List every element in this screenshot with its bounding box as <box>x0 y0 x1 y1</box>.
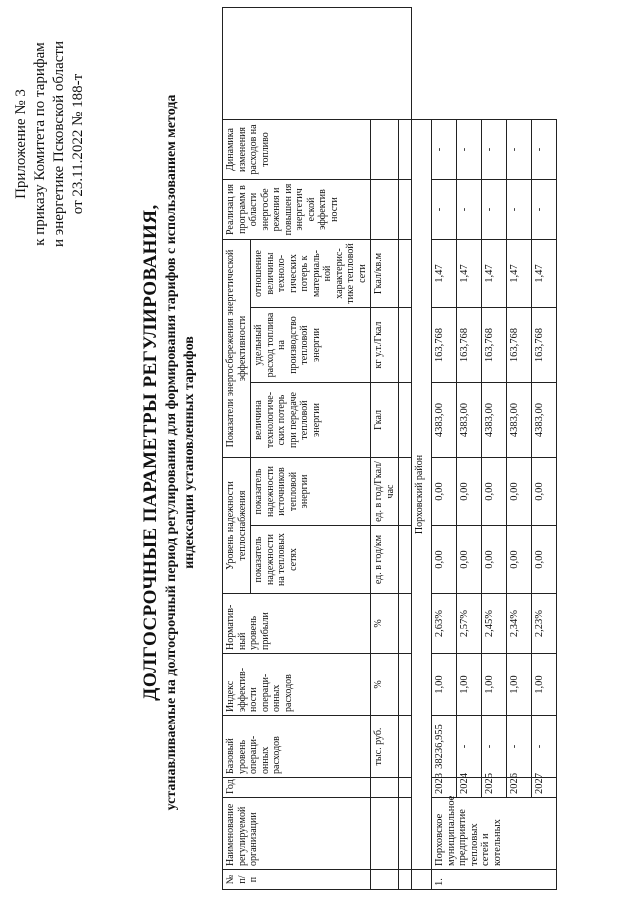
cell-loss: 4383,00 <box>532 383 557 458</box>
cell-year: 2027 <box>532 778 557 798</box>
unit-base: тыс. руб. <box>371 716 399 778</box>
col-header-ratio: отношение величины техноло- гических потерь к материаль- ной характерис- тике тепловой сети <box>251 239 371 307</box>
cell-base: - <box>507 716 532 778</box>
cell-rel-net: 0,00 <box>532 526 557 594</box>
cell-fuel: 163,768 <box>432 308 457 383</box>
document-title: ДОЛГОСРОЧНЫЕ ПАРАМЕТРЫ РЕГУЛИРОВАНИЯ, <box>140 204 161 701</box>
cell-rel-net: 0,00 <box>507 526 532 594</box>
appendix-number: Приложение № 3 <box>13 89 29 199</box>
col-header-program: Реализац ия программ в области энергосбе режения и повышен ия энергетич еской эффектив ности <box>223 179 371 239</box>
region-row <box>412 7 432 889</box>
blank-margin-column <box>223 7 412 119</box>
org-number: 1. <box>432 870 557 890</box>
cell-rel-src: 0,00 <box>482 458 507 526</box>
cell-dynamics: - <box>457 119 482 179</box>
cell-fuel: 163,768 <box>457 308 482 383</box>
cell-ratio: 1,47 <box>457 239 482 307</box>
cell-base: - <box>532 716 557 778</box>
cell-profit: 2,45% <box>482 594 507 654</box>
unit-profit: % <box>371 594 399 654</box>
col-header-year: Год <box>223 778 371 798</box>
cell-index: 1,00 <box>457 654 482 716</box>
col-header-dynamics: Динамика изменения расходов на топливо <box>223 119 371 179</box>
cell-profit: 2,23% <box>532 594 557 654</box>
cell-year: 2025 <box>482 778 507 798</box>
table-row <box>507 7 532 889</box>
appendix-committee-line: и энергетике Псковской области <box>51 40 67 248</box>
document-title-block <box>140 0 198 905</box>
col-header-num: № п/п <box>223 870 371 890</box>
cell-index: 1,00 <box>507 654 532 716</box>
col-header-energy: Показатели энергосбережения энергетической эффективности <box>223 239 251 457</box>
cell-dynamics: - <box>532 119 557 179</box>
col-header-name: Наименование регулируемой организации <box>223 798 371 870</box>
cell-loss: 4383,00 <box>457 383 482 458</box>
col-header-base: Базовый уровень операци- онных расходов <box>223 716 371 778</box>
col-header-fuel: удельный расход топлива на производство тепловой энергии <box>251 308 371 383</box>
cell-loss: 4383,00 <box>507 383 532 458</box>
table-row <box>482 7 507 889</box>
cell-dynamics: - <box>432 119 457 179</box>
region-name: Порховский район <box>412 119 432 869</box>
table-row <box>432 7 457 889</box>
cell-rel-src: 0,00 <box>507 458 532 526</box>
cell-ratio: 1,47 <box>432 239 457 307</box>
col-header-rel-net: показатель надежности на тепловых сетях <box>251 526 371 594</box>
header-row-1 <box>223 7 251 889</box>
cell-profit: 2,34% <box>507 594 532 654</box>
cell-base: - <box>482 716 507 778</box>
document-subtitle-line2: индексации установленных тарифов <box>182 336 197 569</box>
cell-fuel: 163,768 <box>532 308 557 383</box>
units-row <box>371 7 399 889</box>
appendix-block <box>12 13 88 275</box>
cell-year: 2026 <box>507 778 532 798</box>
table-row <box>532 7 557 889</box>
cell-index: 1,00 <box>482 654 507 716</box>
cell-program: - <box>457 179 482 239</box>
col-header-loss: величина технологиче- ских потерь при передаче тепловой энергии <box>251 383 371 458</box>
cell-program: - <box>532 179 557 239</box>
cell-fuel: 163,768 <box>507 308 532 383</box>
cell-year: 2023 <box>432 778 457 798</box>
cell-rel-src: 0,00 <box>432 458 457 526</box>
cell-dynamics: - <box>482 119 507 179</box>
cell-rel-src: 0,00 <box>457 458 482 526</box>
unit-index: % <box>371 654 399 716</box>
document-subtitle-line1: устанавливаемые на долгосрочный период регулирования для формирования тарифов с использованием метода <box>164 94 179 811</box>
cell-ratio: 1,47 <box>482 239 507 307</box>
cell-program: - <box>507 179 532 239</box>
cell-profit: 2,63% <box>432 594 457 654</box>
cell-rel-net: 0,00 <box>432 526 457 594</box>
cell-index: 1,00 <box>432 654 457 716</box>
cell-index: 1,00 <box>532 654 557 716</box>
cell-program: - <box>482 179 507 239</box>
table-row <box>457 7 482 889</box>
col-header-rel-src: показатель надежности источников тепловой энергии <box>251 458 371 526</box>
cell-loss: 4383,00 <box>432 383 457 458</box>
cell-dynamics: - <box>507 119 532 179</box>
cell-rel-src: 0,00 <box>532 458 557 526</box>
unit-rel-src: ед. в год/Гкал/час <box>371 458 399 526</box>
cell-program: - <box>432 179 457 239</box>
col-header-profit: Норматив- ный уровень прибыли <box>223 594 371 654</box>
col-header-reliability: Уровень надежности теплоснабжения <box>223 458 251 594</box>
blank-row <box>399 7 412 889</box>
cell-rel-net: 0,00 <box>482 526 507 594</box>
unit-rel-net: ед. в год/км <box>371 526 399 594</box>
org-name: Порховское муниципальное предприятие тепловых сетей и котельных <box>432 798 557 870</box>
cell-profit: 2,57% <box>457 594 482 654</box>
cell-rel-net: 0,00 <box>457 526 482 594</box>
unit-fuel: кг у.т./Гкал <box>371 308 399 383</box>
col-header-index: Индекс эффектив- ности операци- онных расходов <box>223 654 371 716</box>
cell-base: 38236,955 <box>432 716 457 778</box>
cell-base: - <box>457 716 482 778</box>
cell-loss: 4383,00 <box>482 383 507 458</box>
cell-ratio: 1,47 <box>507 239 532 307</box>
cell-ratio: 1,47 <box>532 239 557 307</box>
appendix-date-line: от 23.11.2022 № 188-т <box>70 73 86 215</box>
appendix-order-line: к приказу Комитета по тарифам <box>32 42 48 246</box>
parameters-table <box>222 7 557 890</box>
cell-fuel: 163,768 <box>482 308 507 383</box>
unit-ratio: Гкал/кв.м <box>371 239 399 307</box>
unit-loss: Гкал <box>371 383 399 458</box>
cell-year: 2024 <box>457 778 482 798</box>
